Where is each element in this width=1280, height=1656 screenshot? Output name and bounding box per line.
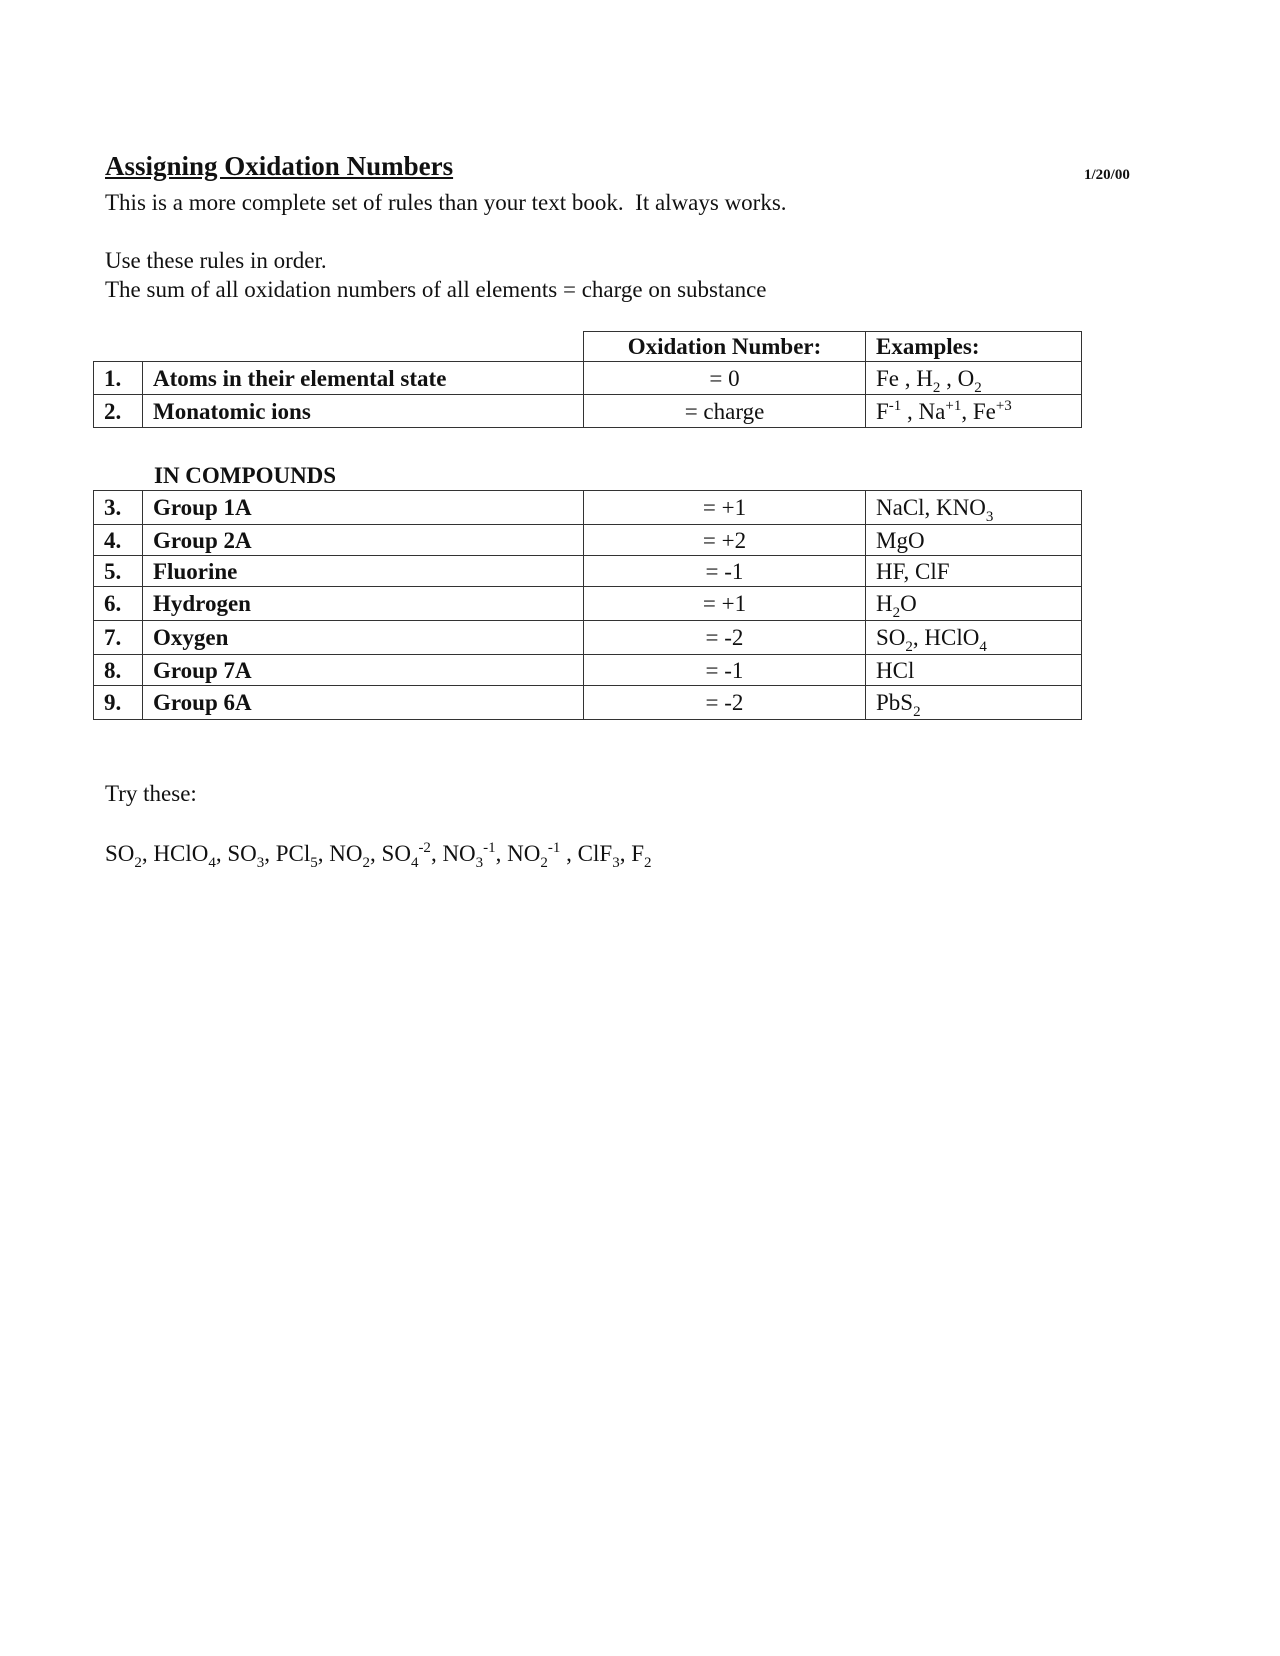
subscript: 3	[475, 855, 484, 871]
subscript: 4	[410, 855, 419, 871]
rule-example	[866, 587, 1082, 621]
subscript: 2	[362, 855, 371, 871]
rule-value: = charge	[584, 395, 866, 428]
separator: ,	[370, 841, 382, 866]
formula-part: HClO	[153, 841, 209, 866]
rule-name: Fluorine	[143, 556, 584, 587]
rule-number: 6.	[94, 587, 143, 621]
rule-number: 2.	[94, 395, 143, 428]
rule-number: 4.	[94, 525, 143, 556]
table-row	[94, 686, 1082, 720]
table-row	[94, 621, 1082, 655]
rule-number: 5.	[94, 556, 143, 587]
formula-part: PCl	[275, 841, 311, 866]
rule-value: = -2	[584, 621, 866, 655]
table-header-row	[94, 332, 1082, 362]
intro-text: This is a more complete set of rules than your text book. It always works.	[105, 190, 787, 215]
rule-number: 3.	[94, 491, 143, 525]
rule-example	[866, 362, 1082, 395]
separator: ,	[619, 841, 632, 866]
separator: ,	[264, 841, 276, 866]
subscript: 2	[892, 605, 901, 621]
rule-name: Hydrogen	[143, 587, 584, 621]
subscript: 2	[540, 855, 548, 871]
separator: ,	[560, 841, 578, 866]
examples-header: Examples:	[866, 332, 1082, 362]
separator: ,	[495, 841, 508, 866]
formula-part: H	[876, 591, 893, 616]
subscript: 3	[985, 509, 994, 525]
rule-name: Group 1A	[143, 491, 584, 525]
table-row	[94, 525, 1082, 556]
separator: ,	[912, 625, 925, 650]
separator: ,	[961, 398, 973, 424]
formula-part: SO	[105, 841, 135, 866]
order-note: Use these rules in order.	[105, 248, 327, 273]
formula-part: NO	[507, 841, 541, 866]
formula-part: SO	[381, 841, 411, 866]
separator: ,	[430, 841, 443, 866]
rule-example: MgO	[866, 525, 1082, 556]
rule-value: = 0	[584, 362, 866, 395]
formula-part: NO	[329, 841, 363, 866]
table-row	[94, 556, 1082, 587]
formula-part: F	[631, 841, 644, 866]
formula-part: O	[957, 365, 975, 391]
rule-name: Group 6A	[143, 686, 584, 720]
oxidation-number-header: Oxidation Number:	[584, 332, 866, 362]
rule-number: 1.	[94, 362, 143, 395]
subscript: 2	[913, 704, 921, 720]
formula-part: NaCl, KNO	[876, 495, 986, 520]
rule-example: HCl	[866, 655, 1082, 686]
table-row	[94, 395, 1082, 428]
table-row	[94, 655, 1082, 686]
subscript: 2	[134, 855, 142, 871]
rule-example	[866, 621, 1082, 655]
rule-name: Group 7A	[143, 655, 584, 686]
practice-label: Try these:	[105, 781, 197, 806]
section-label: IN COMPOUNDS	[154, 463, 337, 488]
formula-part: Fe	[876, 365, 899, 391]
rule-name: Oxygen	[143, 621, 584, 655]
subscript: 3	[256, 855, 265, 871]
subscript: 5	[310, 855, 318, 871]
practice-formulas	[105, 840, 652, 871]
table-row	[94, 491, 1082, 525]
formula-part: H	[916, 365, 933, 391]
separator: ,	[141, 841, 154, 866]
sum-rule: The sum of all oxidation numbers of all elements = charge on substance	[105, 277, 767, 302]
page-title: Assigning Oxidation Numbers	[105, 151, 454, 181]
rule-name: Atoms in their elemental state	[143, 362, 584, 395]
rule-example	[866, 395, 1082, 428]
formula-part: PbS	[876, 690, 914, 715]
subscript: 4	[979, 639, 987, 655]
superscript: -1	[547, 840, 561, 856]
subscript: 2	[932, 379, 941, 396]
formula-part: HClO	[924, 625, 980, 650]
formula-part: ClF	[577, 841, 613, 866]
rule-number: 9.	[94, 686, 143, 720]
formula-part: O	[900, 591, 917, 616]
rule-value: = -1	[584, 556, 866, 587]
formula-part: Na	[918, 398, 946, 424]
formula-part: SO	[227, 841, 257, 866]
separator: ,	[215, 841, 228, 866]
superscript: -1	[483, 840, 496, 856]
table-row	[94, 362, 1082, 395]
separator: ,	[899, 365, 917, 391]
compounds-table	[93, 490, 1082, 720]
subscript: 2	[974, 379, 982, 396]
document-date: 1/20/00	[1084, 167, 1130, 183]
rule-example	[866, 686, 1082, 720]
rule-number: 7.	[94, 621, 143, 655]
rule-name: Group 2A	[143, 525, 584, 556]
rule-value: = +1	[584, 587, 866, 621]
formula-part: SO	[876, 625, 906, 650]
rule-value: = +2	[584, 525, 866, 556]
subscript: 2	[905, 639, 913, 655]
table-row	[94, 587, 1082, 621]
rule-example	[866, 491, 1082, 525]
rule-name: Monatomic ions	[143, 395, 584, 428]
rule-value: = +1	[584, 491, 866, 525]
superscript: -1	[888, 397, 902, 414]
superscript: +1	[945, 397, 962, 414]
superscript: -2	[418, 840, 431, 856]
rule-value: = -1	[584, 655, 866, 686]
separator: ,	[940, 365, 958, 391]
rule-example: HF, ClF	[866, 556, 1082, 587]
formula-part: NO	[442, 841, 476, 866]
formula-part: F	[876, 398, 889, 424]
subscript: 3	[612, 855, 620, 871]
superscript: +3	[995, 397, 1012, 414]
separator: ,	[317, 841, 330, 866]
rules-table	[93, 331, 1082, 428]
rule-number: 8.	[94, 655, 143, 686]
formula-part: Fe	[972, 398, 996, 424]
rule-value: = -2	[584, 686, 866, 720]
separator: ,	[901, 398, 919, 424]
subscript: 2	[643, 855, 652, 871]
subscript: 4	[208, 855, 216, 871]
